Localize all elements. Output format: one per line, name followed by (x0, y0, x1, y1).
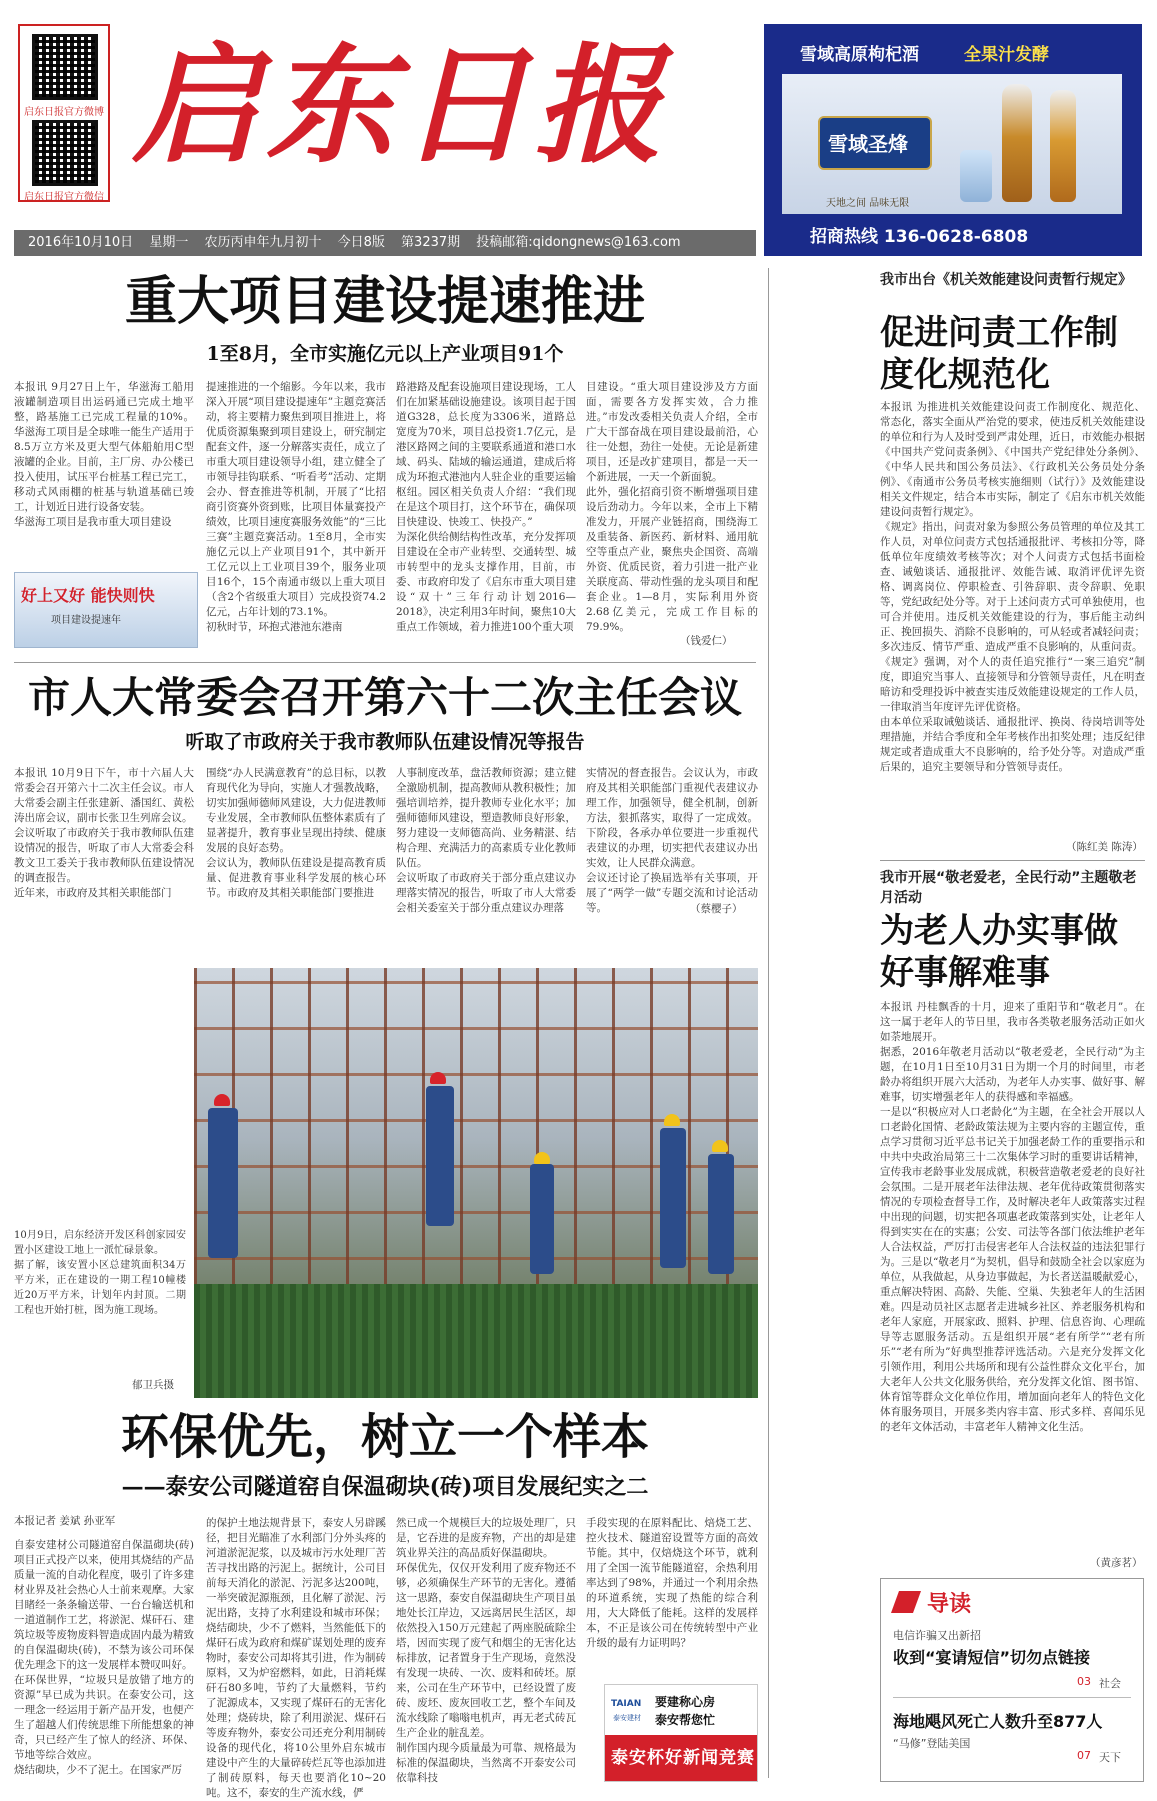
helmet-icon (534, 1152, 550, 1164)
date-bar (14, 230, 756, 256)
issue-number: 第3237期 (401, 235, 461, 250)
lunar-date: 农历丙申年九月初十 (204, 235, 322, 250)
divider (893, 1697, 1131, 1698)
helmet-icon (712, 1140, 728, 1152)
story1-col3: 路港路及配套设施项目建设现场，工人们在加紧基础设施建设。该项目起于国道G328，总长度为3306米，道路总宽度为70米，项目总投资1.7亿元，是港区路网之间的主要联系通道和港口水域、码头、陆域的输运通道，建成后将成为环抱式港池内人驻企业的重要运输枢纽。园区相关负责人介绍：“我们现在是这个项目打，这个环节在，确保项目快建设、快竣工、快投产。” 为深化供给侧结构性改革，充分发挥项目建设在全市产业转型、交通转型、城市转型中的龙头支撑作用，目前，市委、市政府印发了《启东市重大项目建设“双十”三年行动计划2016—2018》，决定利用3年时间，聚焦10大重点工作领域，着力推进100个重大项 (396, 381, 576, 633)
story3-reporters: 本报记者 姜斌 孙亚军 (14, 1515, 116, 1527)
bottle-icon (1050, 90, 1076, 202)
ad-hotline: 招商热线 136-0628-6808 (810, 227, 1029, 247)
side1-kicker: 我市出台《机关效能建设问责暂行规定》 (880, 272, 1132, 288)
worker-figure (426, 1086, 454, 1226)
side2-title[interactable]: 为老人办实事做好事解难事 (880, 911, 1118, 993)
banner-tag1: 要建称心房 (655, 1695, 716, 1709)
story2-title[interactable]: 市人大常委会召开第六十二次主任会议 (27, 673, 742, 722)
masthead-title: 启东日报 (132, 31, 669, 181)
helmet-icon (214, 1094, 230, 1106)
guide-box (880, 1578, 1144, 1782)
side2-byline: （黄彦茗） (1090, 1557, 1143, 1569)
issue-date: 2016年10月10日 (28, 235, 134, 250)
guide-item-page[interactable]: 03 (1077, 1675, 1091, 1688)
story2-col4: 实情况的督查报告。会议认为，市政府及其相关职能部门重视代表建议办理工作，加强领导，健全机制，创新方法，狠抓落实，取得了一定成效。下阶段，各承办单位要进一步重视代表建议的办理，切实把代表建议办出实效，让人民群众满意。 会议还讨论了换届选举有关事项，开展了“两学一做”专题交流和讨论活动等。 (586, 767, 758, 914)
helmet-icon (430, 1072, 446, 1084)
side2-body: 本报讯 丹桂飘香的十月，迎来了重阳节和“敬老月”。在这一属于老年人的节日里，我市各类敬老服务活动正如火如荼地展开。 据悉，2016年敬老月活动以“敬老爱老，全民行动”为主题，在10月1日至10月31日为期一个月的时间里，市老龄办将组织开展六大活动，为老年人办实事、做好事、解难事，切实增强老年人的获得感和幸福感。 一是以“积极应对人口老龄化”为主题，在全社会开展以人口老龄化国情、老龄政策法规为主要内容的主题宣传，重点学习贯彻习近平总书记关于加强老龄工作的重要指示和中共中央政治局第三十二次集体学习时的重要讲话精神，宣传我市老龄事业发展成就，积极营造敬老爱老的良好社会氛围。二是开展老年法律法规、老年优待政策贯彻落实情况的专项检查督导工作，及时解决老年人政策落实过程中出现的问题，切实把各项惠老政策落到实处，让老年人得到实实在在的实惠；公安、司法等各部门依法维护老年人合法权益，严厉打击侵害老年人合法权益的违法犯罪行为。三是以“敬老月”为契机，倡导和鼓励全社会以家庭为单位，从我做起，从身边事做起，为长者送温暖献爱心，重点解决特困、高龄、失能、空巢、失独老年人的生活困难。四是动员社区志愿者走进城乡社区、养老服务机构和老年人家庭，开展家政、照料、护理、信息咨询、心理疏导等志愿服务活动。五是组织开展“老有所学”“老有所乐”“老有所为”好典型推荐评选活动。六是充分发挥文化引领作用，利用公共场所和现有公益性群众文化平台，加大老年人公共文化服务供给，充分发挥文化馆、图书馆、体育馆等群众文化单位作用，增加面向老年人的特色文化体育服务项目，开展多类内容丰富、形式多样、喜闻乐见的老年文体活动，丰富老年人精神文化生活。 (880, 1001, 1145, 1433)
advertisement[interactable] (764, 24, 1142, 256)
banner-logo: TAIAN (611, 1699, 642, 1709)
worker-figure (708, 1154, 734, 1274)
story2-col2: 围绕“办人民满意教育”的总目标，以教育现代化为导向，实施人才强教战略，切实加强师德师风建设，大力促进教师专业发展，全市教师队伍整体素质有了显著提升，教育事业呈现出持续、健康发展的良好态势。 会议认为，教师队伍建设是提高教育质量、促进教育事业科学发展的核心环节。市政府及其相关职能部门要推进 (206, 767, 386, 899)
safety-net (194, 1284, 758, 1398)
story2-byline: （蔡樱子） (690, 903, 743, 915)
column-divider (768, 268, 769, 1778)
guide-item-section: 社会 (1099, 1677, 1121, 1690)
qr-caption-wechat: 启东日报官方微信 (24, 192, 104, 203)
story2-col1: 本报讯 10月9日下午，市十六届人大常委会召开第六十二次主任会议。市人大常委会副主任张建新、潘国红、黄松涛出席会议，副市长张卫生列席会议。 会议听取了市政府关于我市教师队伍建设情况的报告，听取了市人大常委会科教文卫工委关于我市教师队伍建设情况的调查报告。 近年来，市政府及其相关职能部门 (14, 767, 194, 899)
story3-col1: 自泰安建材公司隧道窑自保温砌块(砖)项目正式投产以来，使用其烧结的产品质量一流的自动化程度，吸引了许多建材业界及社会热心人士前来观摩。大家目睹经一条条输送带、一台台输送机和一道道制作工艺，将淤泥、煤矸石、建筑垃圾等废物废料智造成固内最为精致的自保温砌块(砖)，不禁为该公司环保优先理念下的这一发展样本赞叹叫好。 在环保世界，“垃圾只是放错了地方的资源”早已成为共识。在泰安公司，这一理念一经运用于新产品开发，也便产生了超越人们传统思维下所能想象的神奇，只已经产生了惊人的经济、环保、节地等综合效应。 烧结砌块，少不了泥土。在国家严厉 (14, 1539, 194, 1776)
ad-headline-2: 全果汁发酵 (964, 45, 1049, 65)
submission-email[interactable]: 投稿邮箱:qidongnews@163.com (476, 235, 681, 250)
story1-title[interactable]: 重大项目建设提速推进 (124, 271, 645, 332)
guide-item-sub: “马修”登陆美国 (893, 1737, 971, 1750)
helmet-icon (664, 1114, 680, 1126)
wechat-qr-code[interactable] (32, 120, 98, 186)
worker-figure (530, 1164, 554, 1274)
page-count: 今日8版 (337, 235, 385, 250)
story1-badge (14, 572, 198, 648)
worker-figure (208, 1108, 238, 1258)
story3-subtitle: ——泰安公司隧道窑自保温砌块(砖)项目发展纪实之二 (121, 1474, 649, 1500)
worker-figure (660, 1128, 686, 1268)
story3-col4: 手段实现的在原料配比、焙烧工艺、控火技术、隧道窑设置等方面的高效节能。其中，仅焙烧这个环节，就利用了全国一流节能隧道窑，余热利用率达到了98%，并通过一个利用余热的环道系统，实现了热能的综合利用，大大降低了能耗。这样的发展样本，不正是该公司在传统转型中产业升级的最有力证明吗？ (586, 1517, 758, 1649)
story1-byline: （钱爱仁） (680, 635, 733, 647)
guide-item-kicker: 电信诈骗又出新招 (893, 1629, 981, 1642)
story1-col1: 本报讯 9月27日上午，华滋海工船用液罐制造项目出运码通已完成土地平整，路基施工已完成工程量的10%。华滋海工项目是全球唯一能生产适用于8.5万立方米及更大型气体船舶用C型液罐的企业。目前，主厂房、办公楼已投入使用，试压平台桩基工程已完工，移动式风雨棚的桩基与轨道基础已竣工，计划近日进行设备安装。 华滋海工项目是我市重大项目建设 (14, 381, 194, 528)
construction-photo[interactable] (194, 968, 758, 1398)
divider (880, 860, 1145, 861)
guide-title: 导读 (927, 1591, 972, 1617)
qr-panel (18, 24, 110, 202)
badge-subtitle: 项目建设提速年 (51, 615, 121, 626)
photo-credit: 郁卫兵摄 (132, 1379, 174, 1391)
story3-col3: 然已成一个规模巨大的垃圾处理厂，只是，它吞进的是废弃物，产出的却是建筑业界关注的高品质好保温砌块。 环保优先，仅仅开发利用了废弃物还不够，必须确保生产环节的无害化。遵循这一思路，泰安自保温砌块生产项目虽地处长江岸边，又远离居民生活区，却依然投入150万元建起了两座脱硫除尘塔，因而实现了废气和烟尘的无害化达标排放，记者置身于生产现场，竟然没有发现一块砖、一次、废料和砖坯。原来，公司在生产环节中，已经设置了废砖、废坯、废灰回收工艺，整个车间及流水线除了嗡嗡电机声，再无老式砖瓦生产企业的脏乱差。 制作国内现今质量最为可靠、规格最为标准的保温砌块，当然离不开泰安公司依靠科技 (396, 1517, 576, 1784)
divider (14, 662, 756, 663)
banner-logo-sub: 泰安建材 (613, 1714, 641, 1722)
weibo-qr-code[interactable] (32, 34, 98, 100)
guide-item-headline[interactable]: 海地飓风死亡人数升至877人 (893, 1712, 1103, 1731)
story1-col4: 目建设。“重大项目建设涉及方方面面，需要各方发挥实效，合力推进。”市发改委相关负责人介绍，全市广大干部奋战在项目建设最前沿，心往一处想，劲往一处使。无论是新建项目，还是改扩建项目，都是一天一个新进展，一天一个新面貌。 此外，强化招商引资不断增强项目建设后劲动力。今年以来，全市上下精准发力，开展产业链招商，围绕海工及重装备、新医药、新材料、通用航空等重点产业，聚焦央企国资、高端外资、优质民资，着力引进一批产业关联度高、带动性强的龙头项目和配套企业。1—8月，实际利用外资2.68亿美元，完成工作目标的79.9%。 (586, 381, 758, 633)
banner-tag2: 泰安帮您忙 (655, 1713, 716, 1727)
ad-headline-1: 雪域高原枸杞酒 (800, 45, 919, 65)
guide-item-headline[interactable]: 收到“宴请短信”切勿点链接 (893, 1648, 1091, 1667)
ad-brand: 雪域圣烽 (828, 132, 908, 156)
story1-subtitle: 1至8月，全市实施亿元以上产业项目91个 (206, 343, 564, 365)
side1-byline: （陈红美 陈涛） (1066, 841, 1143, 853)
issue-weekday: 星期一 (149, 235, 189, 250)
photo-caption: 10月9日，启东经济开发区科创家园安置小区建设工地上一派忙碌景象。 据了解，该安置小区总建筑面积34万平方米，正在建设的一期工程10幢楼近20万平方米，计划年内封顶。二期工程也开始打桩，图为施工现场。 (14, 1230, 186, 1316)
bottle-icon (960, 150, 992, 202)
guide-item-section: 天下 (1099, 1751, 1121, 1764)
side1-body: 本报讯 为推进机关效能建设问责工作制度化、规范化、常态化，落实全面从严治党的要求，使违反机关效能建设的单位和行为人及时受到严肃处理，近日，市效能办根据《中国共产党问责条例》、《中国共产党纪律处分条例》、《中华人民共和国公务员法》、《行政机关公务员处分条例》、《南通市公务员考核实施细则（试行）》及效能建设相关文件规定，结合本市实际，制定了《启东市机关效能建设问责暂行规定》。 《规定》指出，问责对象为参照公务员管理的单位及其工作人员，对单位问责方式包括通报批评、考核扣分等，降低单位年度绩效考核等次；对个人问责方式包括书面检查、诫勉谈话、通报批评、效能告诫、取消评优评先资格、调离岗位、停职检查、引咎辞职、责令辞职、免职等，党纪政纪处分等。对于上述问责方式可单独使用，也可合并使用。违反机关效能建设的行为，事后能主动纠正、挽回损失、消除不良影响的，可从轻或者减轻问责；多次违反、情节严重、造成严重不良影响的，从重问责。 《规定》强调，对个人的责任追究推行“一案三追究”制度，即追究当事人、直接领导和分管领导责任，凡在明查暗访和受理投诉中被查实违反效能建设规定的工作人员，一律取消当年度评先评优资格。 由本单位采取诫勉谈话、通报批评、换岗、待岗培训等处理措施，并结合季度和全年考核作出扣奖处理；违反纪律规定或者造成重大不良影响的，给予处分等。对造成严重后果的，追究主要领导和分管领导责任。 (880, 401, 1145, 773)
qr-caption-weibo: 启东日报官方微博 (24, 107, 104, 118)
story2-col3: 人事制度改革，盘活教师资源；建立健全激励机制，提高教师从教积极性；加强培训培养，提升教师专业化水平；加强师德师风建设，塑造教师良好形象，努力建设一支师德高尚、业务精湛、结构合理、充满活力的高素质专业化教师队伍。 会议听取了市政府关于部分重点建议办理落实情况的报告，听取了市人大常委会相关委室关于部分重点建议办理落 (396, 767, 576, 914)
story3-title[interactable]: 环保优先，树立一个样本 (120, 1409, 649, 1465)
side1-title[interactable]: 促进问责工作制度化规范化 (880, 313, 1118, 395)
story3-col2: 的保护土地法规背景下，泰安人另辟蹊径，把目光瞄准了水利部门分外头疼的河道淤泥泥浆，以及城市污水处理厂苦苦寻找出路的污泥上。据统计，公司目前每天消化的淤泥、污泥多达200吨，一举突破泥源瓶颈，且化解了淤泥、污泥出路，支持了水利建设和城市环保；烧结砌块，少不了燃料，当然能低下的煤矸石成为政府和煤矿谋划处理的废弃物时，泰安公司却将其引进，作为制砖原料，又为炉窑燃料，如此，日消耗煤矸石80多吨，节约了大量燃料，节约了泥源成本，又实现了煤矸石的无害化处理；烧砖块，除了利用淤泥、煤矸石等废弃物外，泰安公司还充分利用制砖设备的现代化，将10公里外启东城市建设中产生的大量碎砖烂瓦等也添加进了制砖原料，每天也要消化10~20吨。这不，泰安的生产流水线，俨 (206, 1517, 386, 1799)
story1-col2: 提速推进的一个缩影。今年以来，我市深入开展“项目建设提速年”主题竞赛活动，将主要精力聚焦到项目推进上，将优质资源集聚到项目建设上，研究制定配套文件，逐一分解落实责任，成立了市重大项目建设领导小组，建立健全了市领导挂钩联系、“听看考”活动、定期会办、督查推进等机制，开展了“比招商引资赛外资到账，比项目体量赛投产绩效，比项目速度赛服务效能”的“三比三赛”主题竞赛活动。1至8月，全市实施亿元以上产业项目91个，其中新开工亿元以上工业项目39个，服务业项目16个，15个南通市级以上重大项目（含2个省级重大项目）完成投资74.2亿元，占年计划的73.1%。 初秋时节，环抱式港池东港南 (206, 381, 386, 633)
banner-title: 泰安杯好新闻竞赛 (611, 1748, 755, 1768)
contest-banner[interactable] (604, 1684, 758, 1782)
bottle-icon (1002, 84, 1032, 202)
badge-slogan: 好上又好 能快则快 (21, 586, 155, 605)
pencil-icon (891, 1591, 921, 1613)
story2-subtitle: 听取了市政府关于我市教师队伍建设情况等报告 (185, 731, 585, 753)
side2-kicker: 我市开展“敬老爱老，全民行动”主题敬老月活动 (880, 870, 1137, 906)
guide-item-page[interactable]: 07 (1077, 1749, 1091, 1762)
ad-slogan: 天地之间 品味无限 (826, 198, 910, 209)
